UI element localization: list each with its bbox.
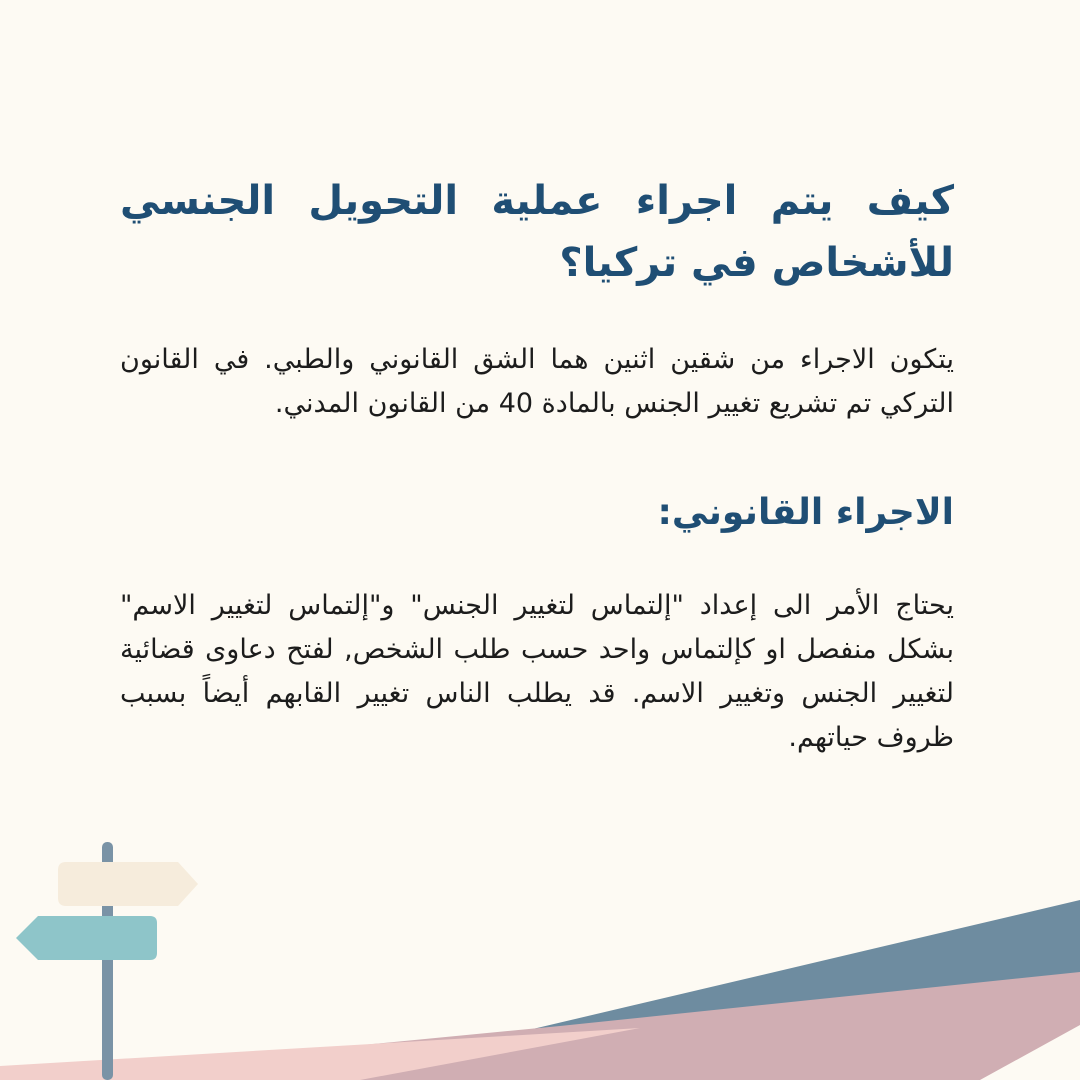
diagonal-bands — [0, 900, 1080, 1080]
mauve-band — [0, 972, 1080, 1080]
page-title: كيف يتم اجراء عملية التحويل الجنسي للأشخاص في تركيا؟ — [120, 178, 954, 286]
pink-band — [0, 1028, 640, 1080]
section-paragraph: يحتاج الأمر الى إعداد "إلتماس لتغيير الجنس" و"إلتماس لتغيير الاسم" بشكل منفصل او كإلتماس واحد حسب طلب الشخص, لفتح دعاوى قضائية لتغيير الجنس وتغيير الاسم. قد يطلب الناس تغيير القابهم أيضاً بسبب ظروف حياتهم. — [120, 590, 954, 753]
slate-band — [520, 900, 1080, 1080]
signpost-icon — [16, 842, 198, 1080]
signpost-pole — [102, 842, 113, 1080]
article — [120, 170, 954, 760]
white-band — [980, 1025, 1080, 1080]
sign-lower — [16, 916, 157, 960]
section-heading: الاجراء القانوني: — [657, 492, 954, 533]
intro-paragraph: يتكون الاجراء من شقين اثنين هما الشق القانوني والطبي. في القانون التركي تم تشريع تغيير الجنس بالمادة 40 من القانون المدني. — [120, 344, 954, 419]
sign-upper — [58, 862, 198, 906]
